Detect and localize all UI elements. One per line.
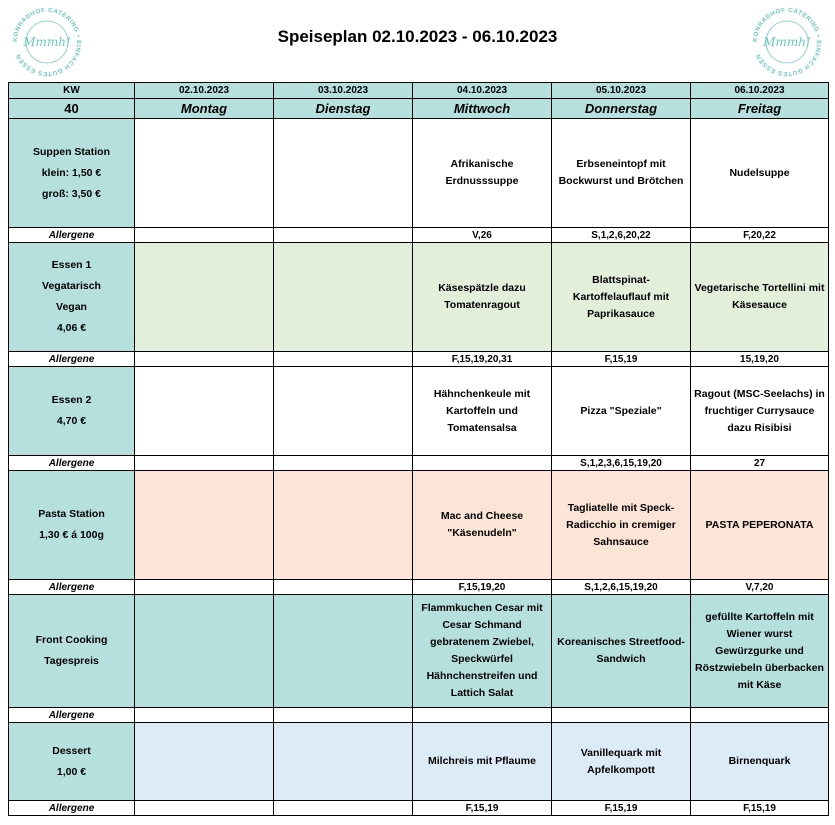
day-name: Dienstag [274,99,413,119]
section-row [9,243,829,352]
svg-text:Mmmh!: Mmmh! [23,35,71,49]
day-name: Montag [135,99,274,119]
dish-text: PASTA PEPERONATA [705,518,814,531]
section-label-line: klein: 1,50 € [41,166,102,179]
allergen-cell [274,456,413,471]
dish-text: Flammkuchen Cesar mit Cesar Schmand gebratenem Zwiebel, Speckwürfel Hähnchenstreifen und Lattich Salat [421,602,543,699]
section-row [9,367,829,456]
day-name: Mittwoch [413,99,552,119]
allergen-cell [691,708,829,723]
menu-cell [135,723,274,801]
menu-cell [691,243,829,352]
allergen-cell [413,456,552,471]
allergen-row [9,580,829,595]
date-row [9,83,829,99]
menu-cell [413,367,552,456]
allergen-cell [274,801,413,816]
allergen-cell: S,1,2,6,20,22 [552,228,691,243]
menu-cell [274,243,413,352]
section-label-line: Tagespreis [44,655,99,667]
allergen-cell: S,1,2,6,15,19,20 [552,580,691,595]
page-title: Speiseplan 02.10.2023 - 06.10.2023 [277,27,558,46]
allergen-cell [135,456,274,471]
allergen-label: Allergene [9,456,135,471]
dish-text: gefüllte Kartoffeln mit Wiener wurst Gewürzgurke und Röstzwiebeln überbacken mit Käse [695,610,824,691]
section-label [9,471,135,580]
allergen-cell: F,15,19,20,31 [413,352,552,367]
allergen-cell: 15,19,20 [691,352,829,367]
section-row [9,595,829,708]
menu-cell [274,367,413,456]
section-row [9,119,829,228]
date-cell: 04.10.2023 [413,83,552,99]
dish-text: Koreanisches Streetfood-Sandwich [557,636,685,665]
section-label-line: Vegatarisch [42,280,101,292]
menu-cell [691,471,829,580]
section-label [9,367,135,456]
dish-text: Mac and Cheese "Käsenudeln" [440,510,524,539]
allergen-label: Allergene [9,708,135,723]
menu-cell [135,367,274,456]
date-cell: 02.10.2023 [135,83,274,99]
allergen-cell [135,352,274,367]
dish-text: Birnenquark [728,755,791,767]
allergen-cell [135,580,274,595]
menu-cell [691,119,829,228]
allergen-cell [413,708,552,723]
menu-cell [552,367,691,456]
allergen-cell [135,708,274,723]
kw-label: KW [9,83,135,99]
allergen-cell: F,15,19,20 [413,580,552,595]
dish-text: Nudelsuppe [729,166,790,179]
menu-cell [274,119,413,228]
day-name: Donnerstag [552,99,691,119]
section-label-line: Essen 1 [51,259,92,271]
menu-cell [691,723,829,801]
menu-cell [135,595,274,708]
menu-cell [691,595,829,708]
menu-cell [552,243,691,352]
allergen-row [9,456,829,471]
allergen-cell [274,352,413,367]
dish-text: Käsespätzle dazu Tomatenragout [438,282,526,311]
section-label-line: Front Cooking [35,634,108,646]
allergen-label: Allergene [9,228,135,243]
day-name: Freitag [691,99,829,119]
allergen-row [9,352,829,367]
menu-cell [135,471,274,580]
menu-cell [413,471,552,580]
menu-table [8,82,829,816]
svg-text:KONRADHOF CATERING • EINFACH G: KONRADHOF CATERING • EINFACH GUTES ESSEN [751,6,823,78]
section-label-line: Vegan [56,301,87,313]
allergen-cell [135,801,274,816]
menu-cell [552,471,691,580]
dish-text: Vegetarische Tortellini mit Käsesauce [694,282,825,311]
menu-cell [413,243,552,352]
menu-cell [552,723,691,801]
svg-text:KONRADHOF CATERING • EINFACH G: KONRADHOF CATERING • EINFACH GUTES ESSEN [11,6,83,78]
date-cell: 03.10.2023 [274,83,413,99]
menu-cell [691,367,829,456]
dish-text: Ragout (MSC-Seelachs) in fruchtiger Currysauce dazu Risibisi [694,387,825,434]
section-label-line: 4,06 € [56,322,87,334]
section-label-line: Pasta Station [38,508,105,520]
allergen-label: Allergene [9,801,135,816]
menu-cell [135,119,274,228]
allergen-row [9,801,829,816]
menu-cell [135,243,274,352]
day-row [9,99,829,119]
section-label [9,595,135,708]
allergen-cell: S,1,2,3,6,15,19,20 [552,456,691,471]
menu-cell [413,119,552,228]
dish-text: Hähnchenkeule mit Kartoffeln und Tomatensalsa [433,387,531,434]
section-label [9,119,135,228]
allergen-cell [274,580,413,595]
menu-cell [552,119,691,228]
section-label [9,723,135,801]
section-label [9,243,135,352]
menu-cell [274,595,413,708]
dish-text: Blattspinat-Kartoffelauflauf mit Paprikasauce [572,273,670,320]
allergen-cell [135,228,274,243]
allergen-cell: F,15,19 [691,801,829,816]
allergen-cell [552,708,691,723]
menu-cell [552,595,691,708]
section-label-line: Dessert [52,744,91,757]
menu-cell [274,723,413,801]
dish-text: Tagliatelle mit Speck-Radicchio in cremiger Sahnsauce [566,501,676,548]
section-label-line: Suppen Station [33,145,110,158]
allergen-cell: V,7,20 [691,580,829,595]
section-label-line: 1,00 € [56,765,87,778]
dish-text: Pizza "Speziale" [580,404,662,417]
allergen-row [9,708,829,723]
allergen-cell: F,15,19 [413,801,552,816]
svg-text:Mmmh!: Mmmh! [763,35,811,49]
section-label-line: 4,70 € [56,415,87,427]
section-label-line: 1,30 € á 100g [39,529,104,541]
allergen-cell: F,15,19 [552,801,691,816]
allergen-cell: F,15,19 [552,352,691,367]
menu-cell [413,723,552,801]
section-label-line: groß: 3,50 € [42,187,101,200]
section-label-line: Essen 2 [51,394,92,406]
date-cell: 05.10.2023 [552,83,691,99]
kw-number: 40 [9,99,135,119]
menu-cell [413,595,552,708]
date-cell: 06.10.2023 [691,83,829,99]
dish-text: Milchreis mit Pflaume [428,755,536,767]
dish-text: Afrikanische Erdnusssuppe [445,158,519,187]
allergen-cell [274,228,413,243]
section-row [9,723,829,801]
dish-text: Erbseneintopf mit Bockwurst und Brötchen [558,158,684,187]
allergen-cell: F,20,22 [691,228,829,243]
dish-text: Vanillequark mit Apfelkompott [580,746,662,776]
allergen-cell: V,26 [413,228,552,243]
allergen-label: Allergene [9,352,135,367]
section-row [9,471,829,580]
allergen-row [9,228,829,243]
menu-cell [274,471,413,580]
allergen-cell [274,708,413,723]
allergen-cell: 27 [691,456,829,471]
allergen-label: Allergene [9,580,135,595]
